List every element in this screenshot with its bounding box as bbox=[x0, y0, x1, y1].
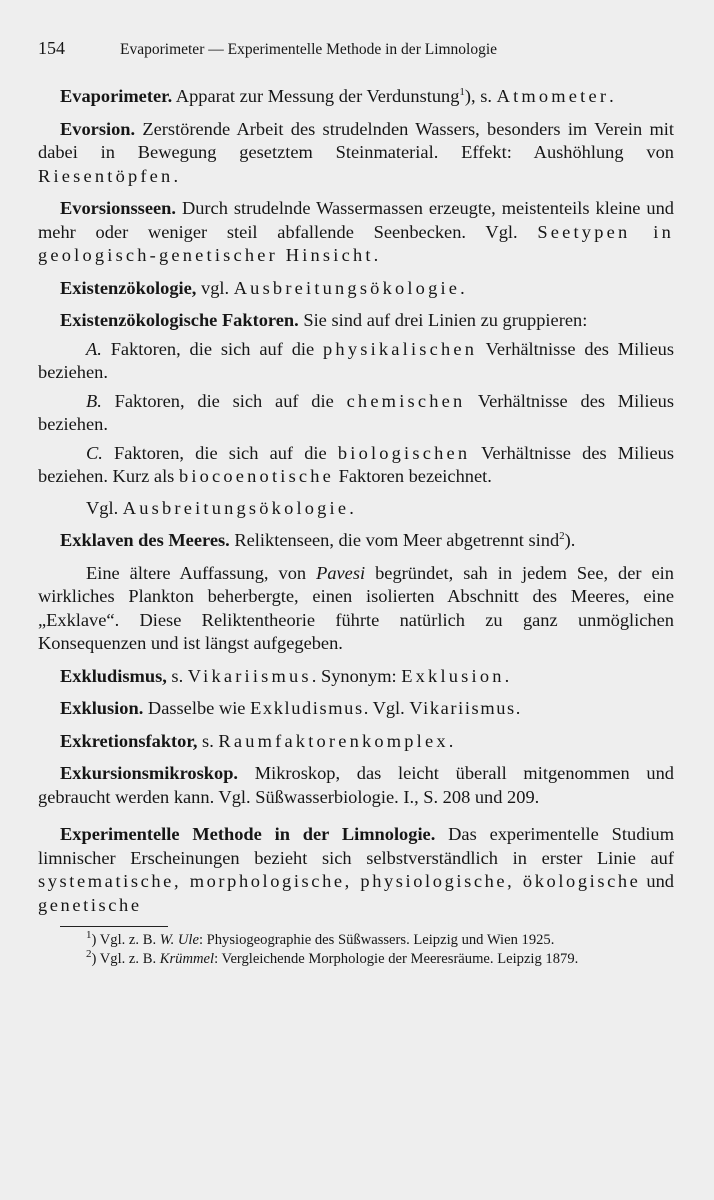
entry-evaporimeter bbox=[38, 85, 674, 109]
page-number: 154 bbox=[38, 38, 65, 58]
headword: Exkludismus, bbox=[60, 665, 167, 686]
spaced-term: systematische, morphologische, physiologische, ökologische bbox=[38, 871, 641, 891]
cross-reference: Seetypen in geologisch-genetischer Hinsicht bbox=[38, 221, 674, 265]
headword: Exklaven des Meeres. bbox=[60, 530, 230, 550]
footnote-1 bbox=[38, 931, 674, 950]
spaced-term: chemischen bbox=[346, 390, 466, 411]
entry-text: Reliktenseen, die vom Meer abgetrennt sind bbox=[229, 530, 560, 550]
running-head: Evaporimeter — Experimentelle Methode in der Limnologie bbox=[120, 41, 498, 58]
entry-experimentelle-methode bbox=[38, 823, 674, 917]
footnote-mark: 1 bbox=[86, 929, 92, 942]
entry-text: Verhältnisse des Milieus beziehen. bbox=[38, 390, 674, 434]
entry-exkludismus bbox=[38, 665, 674, 689]
entry-exklusion bbox=[38, 697, 674, 721]
entry-text: Mikroskop, das leicht überall mitgenommen und gebraucht werden kann. Vgl. Süßwasserbiologie. I., S. 208 und 209. bbox=[38, 763, 674, 807]
entry-text: . bbox=[448, 730, 454, 751]
cross-reference: Exkludismus bbox=[250, 698, 364, 718]
headword: Existenzökologische Faktoren. bbox=[60, 310, 299, 330]
entry-text: vgl. bbox=[196, 277, 234, 298]
entry-text: . bbox=[609, 86, 614, 106]
entry-existenzoekologie bbox=[38, 277, 674, 301]
spaced-term: biologischen bbox=[337, 442, 471, 463]
entry-text: Das experimentelle Studium limnischer Erscheinungen bezieht sich selbstverständlich in erster Linie auf bbox=[38, 824, 674, 868]
entry-evorsion bbox=[38, 118, 674, 189]
entry-text: Faktoren, die sich auf die bbox=[102, 442, 338, 463]
entry-text: . bbox=[515, 698, 521, 718]
entry-exkretionsfaktor bbox=[38, 730, 674, 754]
entry-text: . Vgl. bbox=[363, 698, 410, 718]
headword: Exkretionsfaktor, bbox=[60, 730, 198, 751]
entry-text: Faktoren, die sich auf die bbox=[101, 338, 324, 359]
entry-text: . Synonym: bbox=[311, 665, 402, 686]
subpoint-c bbox=[38, 442, 674, 489]
headword: Evaporimeter. bbox=[60, 86, 173, 106]
entry-text: Dasselbe wie bbox=[143, 698, 251, 718]
entry-text: . bbox=[460, 277, 465, 298]
spaced-term: physikalischen bbox=[323, 338, 478, 359]
entry-text: s. bbox=[197, 730, 219, 751]
headword: Experimentelle Methode in der Limnologie. bbox=[60, 824, 436, 844]
entry-text: s. bbox=[166, 665, 188, 686]
cross-reference: Riesentöpfen bbox=[38, 165, 174, 186]
entry-text: Apparat zur Messung der Verdunstung bbox=[172, 86, 460, 106]
headword: Evorsion. bbox=[60, 118, 136, 139]
subpoint-label: A. bbox=[86, 338, 102, 359]
cross-reference: Atmometer bbox=[496, 86, 610, 106]
entry-evorsionsseen bbox=[38, 197, 674, 268]
footnote-ref: 1 bbox=[459, 85, 465, 98]
headword: Exklusion. bbox=[60, 698, 144, 718]
author-name: W. Ule bbox=[159, 932, 199, 948]
subpoint-label: C. bbox=[86, 442, 103, 463]
vgl-line bbox=[38, 497, 674, 521]
entry-text: Verhältnisse des Milieus beziehen. bbox=[38, 338, 674, 382]
subpoint-a bbox=[38, 338, 674, 385]
cross-reference: Vikariismus bbox=[187, 665, 312, 686]
entry-existenzoekologische-faktoren bbox=[38, 309, 674, 333]
entry-text: Faktoren bezeichnet. bbox=[334, 466, 492, 486]
entry-text: ), s. bbox=[464, 86, 497, 106]
cross-reference: Raumfaktorenkomplex bbox=[218, 730, 449, 751]
subpoint-b bbox=[38, 390, 674, 437]
entry-text: . bbox=[173, 165, 179, 186]
author-name: Krümmel bbox=[159, 951, 215, 967]
footnote-text: : Vergleichende Morphologie der Meeresräume. Leipzig 1879. bbox=[214, 951, 579, 967]
headword: Existenzökologie, bbox=[60, 277, 197, 298]
headword: Exkursionsmikroskop. bbox=[60, 763, 239, 783]
entry-text: ). bbox=[564, 530, 576, 550]
entry-text: Faktoren, die sich auf die bbox=[101, 390, 347, 411]
entry-text: Durch strudelnde Wassermassen erzeugte, meistenteils kleine und mehr oder weniger steil abfallende Seenbecken. Vgl. bbox=[38, 198, 674, 242]
author-name: Pavesi bbox=[316, 562, 366, 583]
entry-text: . bbox=[349, 497, 354, 518]
page-header bbox=[38, 38, 674, 59]
entry-text: Zerstörende Arbeit des strudelnden Wassers, besonders im Verein mit dabei in Bewegung gesetztem Steinmaterial. Effekt: Aushöhlung von bbox=[38, 118, 674, 162]
entry-text: Sie sind auf drei Linien zu gruppieren: bbox=[298, 310, 588, 330]
entry-text: . bbox=[373, 245, 379, 265]
footnote-divider bbox=[60, 926, 168, 927]
footnote-mark: 2 bbox=[86, 948, 92, 961]
exklaven-paragraph bbox=[38, 562, 674, 656]
footnote-2 bbox=[38, 950, 674, 969]
footnote-text: ) Vgl. z. B. bbox=[91, 932, 160, 948]
spaced-term: biocoenotische bbox=[178, 466, 335, 486]
footnote-ref: 2 bbox=[559, 529, 565, 542]
subpoint-label: B. bbox=[86, 390, 102, 411]
entry-text: begründet, sah in jedem See, der ein wirkliches Plankton beherbergte, einen isolierten Abschnitt des Meeres, eine „Exklave“. Diese Reliktentheorie führte natürlich zu ganz unmöglichen Konsequenzen und ist längst aufgegeben. bbox=[38, 562, 674, 653]
entry-exkursionsmikroskop bbox=[38, 762, 674, 809]
cross-reference: Ausbreitungsökologie bbox=[233, 277, 461, 298]
cross-reference: Vikariismus bbox=[409, 698, 516, 718]
entry-text: und bbox=[640, 871, 674, 891]
footnote-text: ) Vgl. z. B. bbox=[91, 951, 160, 967]
entry-text: Eine ältere Auffassung, von bbox=[86, 562, 317, 583]
entry-exklaven bbox=[38, 529, 674, 553]
spaced-term: genetische bbox=[38, 894, 142, 915]
cross-reference: Exklusion bbox=[401, 665, 505, 686]
entry-text: . bbox=[504, 665, 510, 686]
cross-reference: Ausbreitungsökologie bbox=[122, 497, 350, 518]
entry-text: Verhältnisse des Milieus beziehen. Kurz als bbox=[38, 442, 674, 486]
footnote-text: : Physiogeographie des Süßwassers. Leipzig und Wien 1925. bbox=[198, 932, 555, 948]
headword: Evorsionsseen. bbox=[60, 198, 176, 218]
entry-text: Vgl. bbox=[86, 497, 123, 518]
